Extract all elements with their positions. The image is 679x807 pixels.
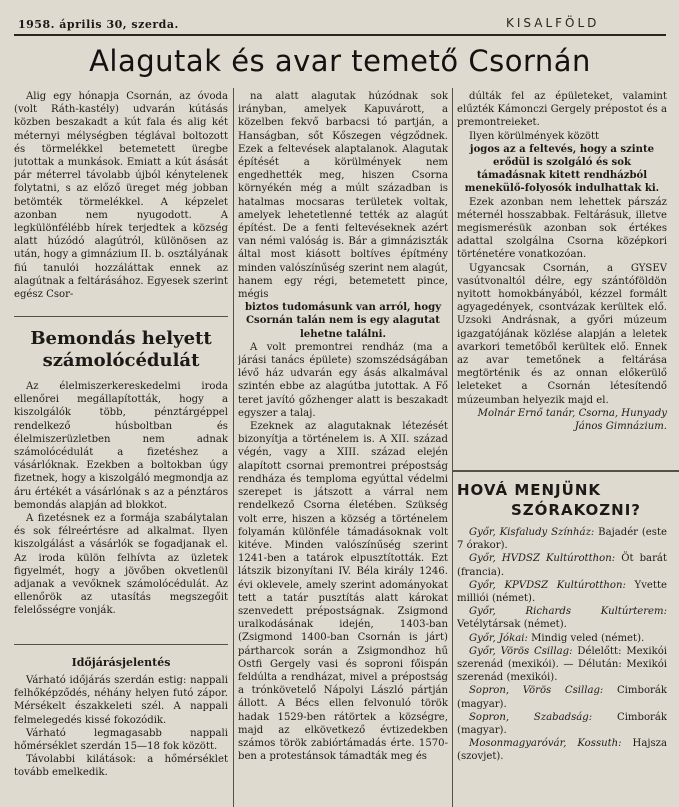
column-divider bbox=[233, 88, 234, 807]
listing-title bbox=[457, 480, 667, 520]
weather-paragraph: Várható legmagasabb nappali hőmérséklet szerdán 15—18 fok között. bbox=[14, 727, 228, 753]
article-paragraph: Ezek azonban nem lehettek párszáz méternél hosszabbak. Feltárásuk, illetve megismerésük azonban sok értékes adattal szolgálna Csorna középkori történetére vonatkozóan. bbox=[457, 196, 667, 261]
header-rule bbox=[14, 34, 666, 36]
weather-paragraph: Várható időjárás szerdán estig: nappali felhőképződés, néhány helyen futó zápor. Mérsékelt északkeleti szél. A nappali felmelegedés kissé fokozódik. bbox=[14, 675, 228, 726]
listing-title-line-1: HOVÁ MENJÜNK bbox=[457, 481, 601, 499]
news-headline: Bemondás helyett számolócédulát bbox=[30, 328, 212, 371]
listing-entry: Sopron, Vörös Csillag: Cimborák (magyar). bbox=[457, 685, 667, 710]
listing-entry: Győr, Jókai: Mindig veled (német). bbox=[469, 632, 645, 644]
column-1-news bbox=[14, 322, 228, 627]
column-2-article bbox=[238, 90, 448, 807]
listing-entry: Sopron, Szabadság: Cimborák (magyar). bbox=[457, 711, 667, 737]
listing-entry: Győr, Vörös Csillag: Délelőtt: Mexikói szerenád (mexikói). — Délután: Mexikói szerenád (mexikói). bbox=[457, 645, 667, 684]
section-divider bbox=[14, 316, 228, 317]
listing-entry: Győr, Kisfaludy Színház: Bajadér (este 7 órakor). bbox=[457, 527, 667, 552]
weather-heading: Időjárásjelentés bbox=[71, 656, 171, 669]
news-paragraph: Az élelmiszerkereskedelmi iroda ellenőrei megállapították, hogy a kiszolgálók több, pénztárgéppel rendelkező húsboltban és élelmiszerüzletben nem adnak számolócédulát a fizetéshez a vásárlóknak. Ezekben a boltokban úgy fizetnek, hogy a kiszolgáló megmondja az áru értékét a vásárlónak s az a pénztáros bemondás alapján ad blokkot. bbox=[14, 381, 228, 511]
issue-date: 1958. április 30, szerda. bbox=[18, 18, 179, 31]
listing-entry: Mosonmagyaróvár, Kossuth: Hajsza (szovjet). bbox=[457, 738, 667, 763]
article-emphasis: jogos az a feltevés, hogy a szinte erődül is szolgáló és sok támadásnak kitett rendházból menekülő-folyosók indulhattak ki. bbox=[464, 143, 660, 195]
column-divider bbox=[452, 88, 453, 807]
page-header bbox=[0, 0, 679, 38]
listing-entry: Győr, HVDSZ Kultúrotthon: Öt barát (francia). bbox=[457, 553, 667, 578]
article-emphasis: biztos tudomásunk van arról, hogy Csornán talán nem is egy alagutat lehetne találni. bbox=[244, 302, 442, 340]
article-paragraph: dúlták fel az épületeket, valamint elűzték Kámonczi Gergely prépostot és a premontreieket. bbox=[457, 91, 667, 129]
weather-paragraph: Távolabbi kilátások: a hőmérséklet tovább emelkedik. bbox=[14, 754, 228, 779]
section-divider bbox=[14, 644, 228, 645]
masthead: KISALFÖLD bbox=[506, 16, 600, 30]
entertainment-listing bbox=[457, 480, 667, 807]
article-paragraph: na alatt alagutak húzódnak sok irányban, amelyek Kapuvárott, a közelben fekvő barbacsi tó partján, a Hanságban, sőt Kőszegen végződnek. Ezek a feltevések alaptalanok. Alagutak építését a körülmények nem engedhették meg, hiszen Csorna környékén még a múlt században is hatalmas mocsaras területek voltak, amelyek lehetetlenné tették az alagút építést. De a fenti feltevéseknek azért van némi valóság is. Bár a gimnáziszták által most kiásott boltíves építmény minden valószínűség szerint nem alagút, hanem egy régi, betemetett pince, mégis bbox=[238, 91, 448, 301]
section-divider bbox=[453, 470, 679, 472]
news-paragraph: A fizetésnek ez a formája szabálytalan és sok félreértésre ad alkalmat. Ilyen kiszolgálást a vásárlók se fogadjanak el. Az iroda külön felhívta az üzletek figyelmét, hogy a jövőben okvetlenül adjanak a vevőknek számolócédulát. Az ellenőrök az utasítás megszegőit felelősségre vonják. bbox=[14, 513, 228, 617]
column-3-article bbox=[457, 90, 667, 460]
listing-entry: Győr, KPVDSZ Kultúrotthon: Yvette milliói (német). bbox=[457, 579, 667, 605]
article-paragraph: Ezeknek az alagutaknak létezését bizonyítja a történelem is. A XII. század végén, vagy a XIII. század elején alapított csornai premontrei prépostság rendháza és temploma egyúttal védelmi szerepet is játszott a várral nem rendelkező Csorna életében. Szükség volt erre, hiszen a község a történelem folyamán különféle támadásoknak volt kitéve. Minden valószínűség szerint 1241-ben a tatárok elpusztították. Ezt látszik bizonyítani IV. Béla király 1246. évi oklevele, amely szerint adományokat tett a tatár pusztítás alatt károkat szenvedett prépostságnak. Zsigmond uralkodásának idején, 1403-ban (Zsigmond 1400-ban Csornán is járt) pártharcok során a Zsigmondhoz hű Ostfi Gergely vasi és soproni főispán feldúlta a rendházat, mivel a prépostság a trónkövetelő Nápolyi László pártján állott. A Bécs ellen felvonuló török hadak 1529-ben rátörtek a községre, majd az elkövetkező évtizedekben számos török zabiórtámadás érte. 1570-ben a protestánsok támadták meg és bbox=[238, 421, 448, 763]
listing-entry: Győr, Richards Kultúrterem: Vetélytársak (német). bbox=[457, 606, 667, 631]
article-paragraph: Ilyen körülmények között bbox=[469, 130, 600, 142]
article-paragraph: Ugyancsak Csornán, a GYSEV vasútvonaltól délre, egy szántóföldön nyitott homokbányából, kézzel formált agyagedények, csontvázak kerültek elő. Uzsoki Andrásnak, a győri múzeum igazgatójának közlése alapján a leletek avarkori temetőből kerültek elő. Ennek az avar temetőnek a feltárása megtörténik és az onnan előkerülő leleteket a Csornán létesítendő múzeumban helyezik majd el. bbox=[457, 262, 667, 406]
listing-title-line-2: SZÓRAKOZNI? bbox=[511, 501, 642, 519]
weather-report bbox=[14, 648, 228, 807]
article-title: Alagutak és avar temető Csornán bbox=[89, 44, 591, 78]
author-signature: Molnár Ernő tanár, Csorna, Hunyady János Gimnázium. bbox=[477, 407, 667, 433]
article-paragraph: Alig egy hónapja Csornán, az óvoda (volt Ráth-kastély) udvarán kútásás közben beszakadt a kút fala és alig két méternyi mélységben téglával boltozott és törmelékkel betemetett üregbe jutottak a munkások. Emiatt a kút ásását pár méterrel távolabb újból kénytelenek folytatni, s az előző üreget még jobban betömték törmelékkel. A képzelet azonban nem nyugodott. A legkülönfélébb hírek terjedtek a község alatt húzódó alagútról, különösen az után, hogy a gimnázium II. b. osztályának fiú tanulói hozzáláttak ennek az alagútnak a feltárásához. Egyesek szerint egész Csor- bbox=[14, 91, 228, 300]
column-1-article bbox=[14, 90, 228, 300]
article-paragraph: A volt premontrei rendház (ma a járási tanács épülete) szomszédságában lévő ház udvarán egy ásás alkalmával szintén ebbe az alagútba jutottak. A Fő teret javító gőzhenger alatt is beszakadt egyszer a talaj. bbox=[238, 341, 448, 419]
